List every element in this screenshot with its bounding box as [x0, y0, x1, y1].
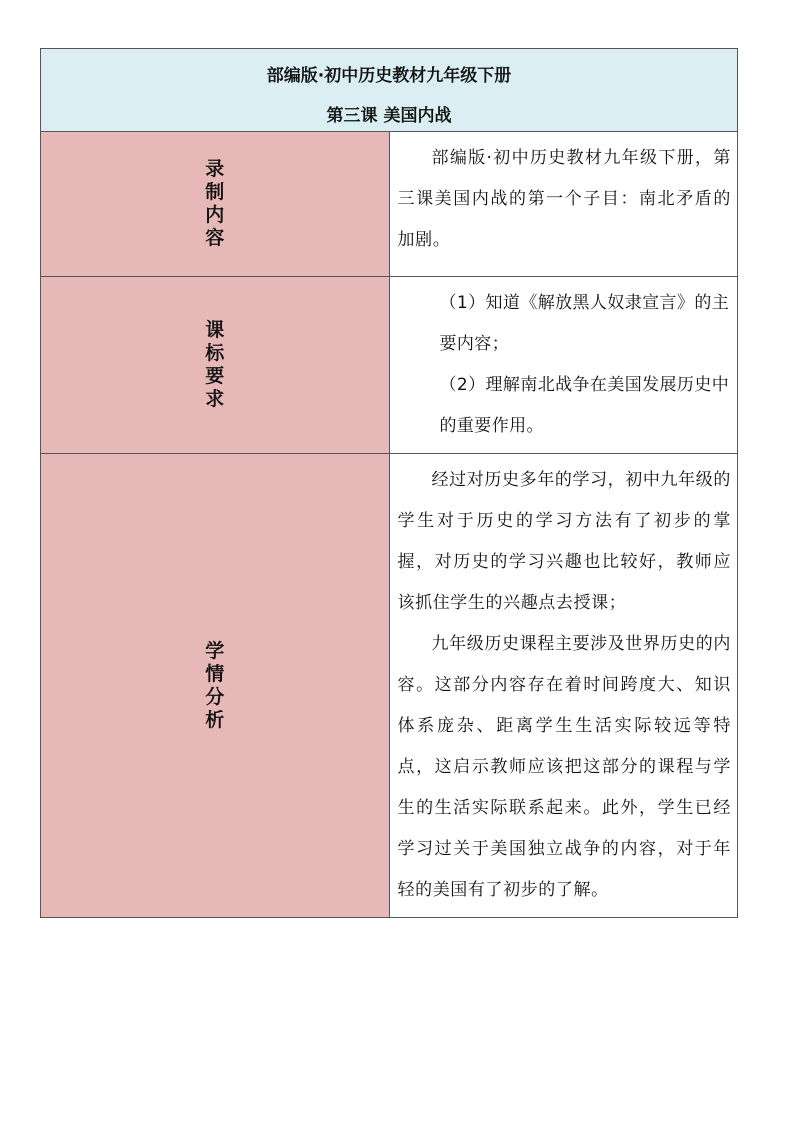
header-row: [41, 49, 738, 132]
analysis-paragraph: 经过对历史多年的学习，初中九年级的学生对于历史的学习方法有了初步的掌握，对历史的学习兴趣也比较好，教师应该抓住学生的兴趣点去授课；: [397, 470, 731, 613]
recording-paragraph: 部编版·初中历史教材九年级下册，第三课美国内战的第一个子目：南北矛盾的加剧。: [397, 148, 731, 250]
section-label-cell: [41, 277, 390, 454]
section-content-recording: [389, 132, 738, 277]
header-cell: [41, 49, 738, 132]
section-content-standards: [389, 277, 738, 454]
section-row-standards: [41, 277, 738, 454]
section-label-cell: [41, 132, 390, 277]
section-row-recording: [41, 132, 738, 277]
section-content-analysis: [389, 454, 738, 918]
standard-item: （1）知道《解放黑人奴隶宣言》的主要内容；: [439, 293, 730, 354]
section-label-analysis: 学情分析: [205, 639, 225, 731]
textbook-title: 部编版·初中历史教材九年级下册: [266, 65, 512, 86]
section-label-cell: [41, 454, 390, 918]
section-label-standards: 课标要求: [205, 319, 225, 410]
section-row-analysis: [41, 454, 738, 918]
lesson-table: [40, 48, 738, 918]
section-label-recording: 录制内容: [205, 158, 225, 249]
analysis-paragraph: 九年级历史课程主要涉及世界历史的内容。这部分内容存在着时间跨度大、知识体系庞杂、距离学生生活实际较远等特点，这启示教师应该把这部分的课程与学生的生活实际联系起来。此外，学生已经学习过关于美国独立战争的内容，对于年轻的美国有了初步的了解。: [397, 634, 731, 900]
standard-item: （2）理解南北战争在美国发展历史中的重要作用。: [439, 375, 730, 436]
lesson-title: 第三课 美国内战: [326, 105, 452, 126]
